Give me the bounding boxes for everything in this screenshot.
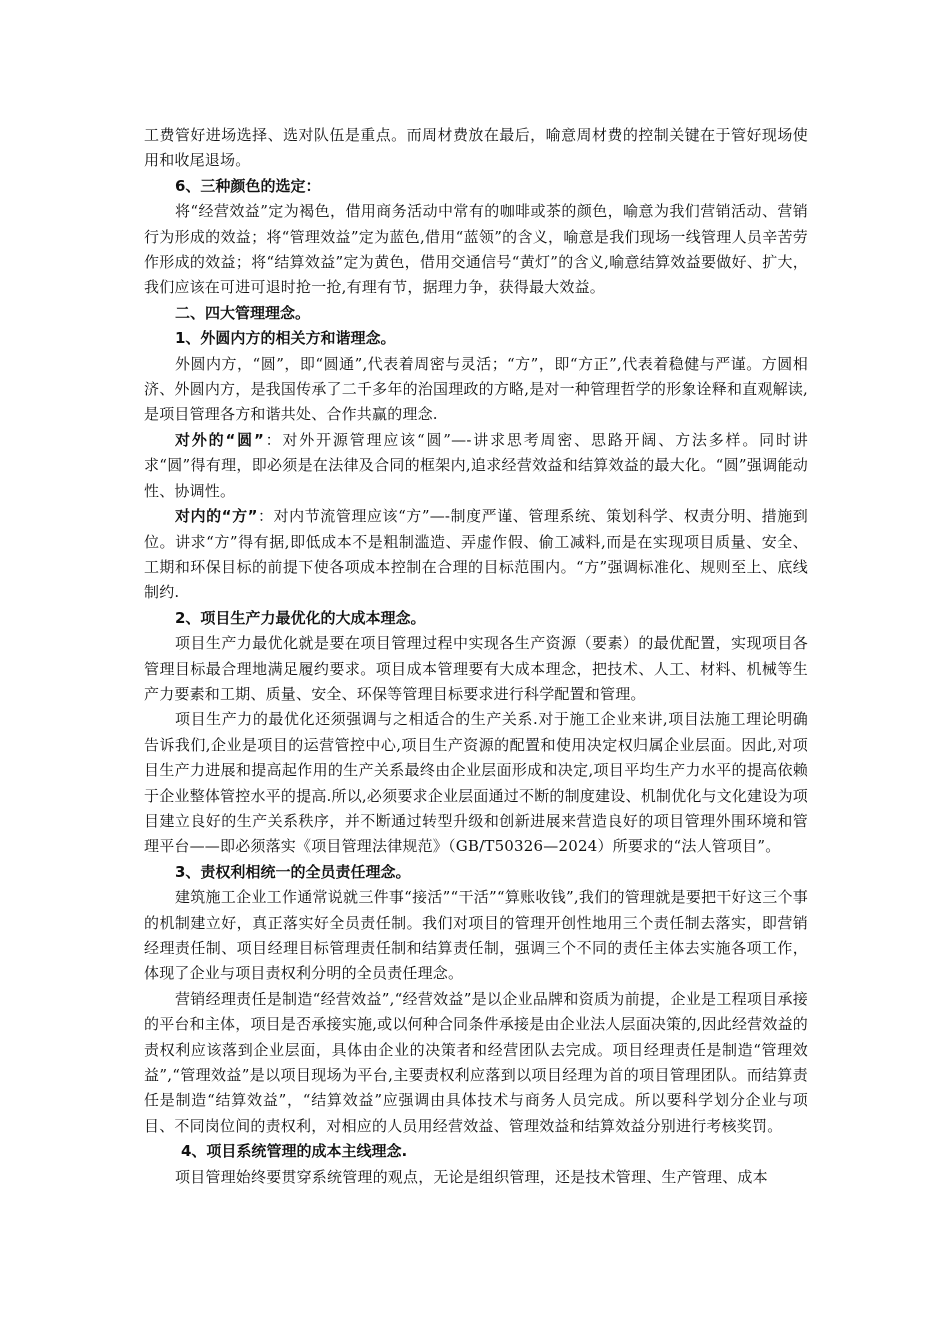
paragraph: 项目管理始终要贯穿系统管理的观点，无论是组织管理，还是技术管理、生产管理、成本 (175, 1167, 768, 1186)
paragraph-body: ：对外开源管理应该“圆”—-讲求思考周密、思路开阔、方法多样。同时讲求“圆”得有理，即必须是在法律及合同的框架内,追求经营效益和结算效益的最大化。“圆”强调能动性、协调性。 (144, 430, 808, 500)
section-heading: 3、责权利相统一的全员责任理念。 (175, 862, 411, 881)
paragraph: 将“经营效益”定为褐色，借用商务活动中常有的咖啡或茶的颜色，喻意为我们营销活动、营销行为形成的效益；将“管理效益”定为蓝色,借用“蓝领”的含义，喻意是我们现场一线管理人员辛苦劳作形成的效益；将“结算效益”定为黄色，借用交通信号“黄灯”的含义,喻意结算效益要做好、扩大，我们应该在可进可退时抢一抢,有理有节，据理力争，获得最大效益。 (144, 202, 808, 297)
paragraph (144, 428, 808, 504)
document-page (144, 123, 808, 1190)
chapter-heading: 二、四大管理理念。 (175, 303, 311, 322)
section-heading: 6、三种颜色的选定： (175, 176, 321, 195)
paragraph: 项目生产力最优化就是要在项目管理过程中实现各生产资源（要素）的最优配置，实现项目各管理目标最合理地满足履约要求。项目成本管理要有大成本理念，把技术、人工、材料、机械等生产力要素和工期、质量、安全、环保等管理目标要求进行科学配置和管理。 (144, 634, 808, 703)
section-heading: 1、外圆内方的相关方和谐理念。 (175, 329, 396, 348)
paragraph: 建筑施工企业工作通常说就三件事“接活”“干活”“算账收钱”,我们的管理就是要把干好这三个事的机制建立好，真正落实好全员责任制。我们对项目的管理开创性地用三个责任制去落实，即营销经理责任制、项目经理目标管理责任制和结算责任制，强调三个不同的责任主体去实施各项工作，体现了企业与项目责权利分明的全员责任理念。 (144, 888, 808, 983)
paragraph-body: ：对内节流管理应该“方”—-制度严谨、管理系统、策划科学、权责分明、措施到位。讲求“方”得有据,即低成本不是粗制滥造、弄虚作假、偷工减料,而是在实现项目质量、安全、工期和环保目标的前提下使各项成本控制在合理的目标范围内。“方”强调标准化、规则至上、底线制约. (144, 507, 808, 602)
paragraph: 营销经理责任是制造“经营效益”,“经营效益”是以企业品牌和资质为前提，企业是工程项目承接的平台和主体，项目是否承接实施,或以何种合同条件承接是由企业法人层面决策的,因此经营效益的责权利应该落到企业层面，具体由企业的决策者和经营团队去完成。项目经理责任是制造“管理效益”,“管理效益”是以项目现场为平台,主要责权利应落到以项目经理为首的项目管理团队。而结算责任是制造“结算效益”，“结算效益”应强调由具体技术与商务人员完成。所以要科学划分企业与项目、不同岗位间的责权利，对相应的人员用经营效益、管理效益和结算效益分别进行考核奖罚。 (144, 989, 808, 1135)
paragraph-lead: 对外的“圆” (175, 430, 265, 449)
paragraph: 项目生产力的最优化还须强调与之相适合的生产关系.对于施工企业来讲,项目法施工理论明确告诉我们,企业是项目的运营管控中心,项目生产资源的配置和使用决定权归属企业层面。因此,对项目生产力进展和提高起作用的生产关系最终由企业层面形成和决定,项目平均生产力水平的提高依赖于企业整体管控水平的提高.所以,必须要求企业层面通过不断的制度建设、机制优化与文化建设为项目建立良好的生产关系秩序，并不断通过转型升级和创新进展来营造良好的项目管理外围环境和管理平台——即必须落实《项目管理法律规范》（GB/T50326—2024）所要求的“法人管项目”。 (144, 710, 808, 856)
section-heading: 4、项目系统管理的成本主线理念. (181, 1142, 408, 1161)
paragraph: 外圆内方，“圆”，即“圆通”,代表着周密与灵活；“方”，即“方正”,代表着稳健与严谨。方圆相济、外圆内方，是我国传承了二千多年的治国理政的方略,是对一种管理哲学的形象诠释和直观解读,是项目管理各方和谐共处、合作共赢的理念. (144, 354, 808, 424)
paragraph: 工费管好进场选择、选对队伍是重点。而周材费放在最后，喻意周材费的控制关键在于管好现场使用和收尾退场。 (144, 126, 808, 170)
section-heading: 2、项目生产力最优化的大成本理念。 (175, 608, 426, 627)
paragraph (144, 504, 808, 606)
paragraph-lead: 对内的“方” (175, 507, 258, 526)
